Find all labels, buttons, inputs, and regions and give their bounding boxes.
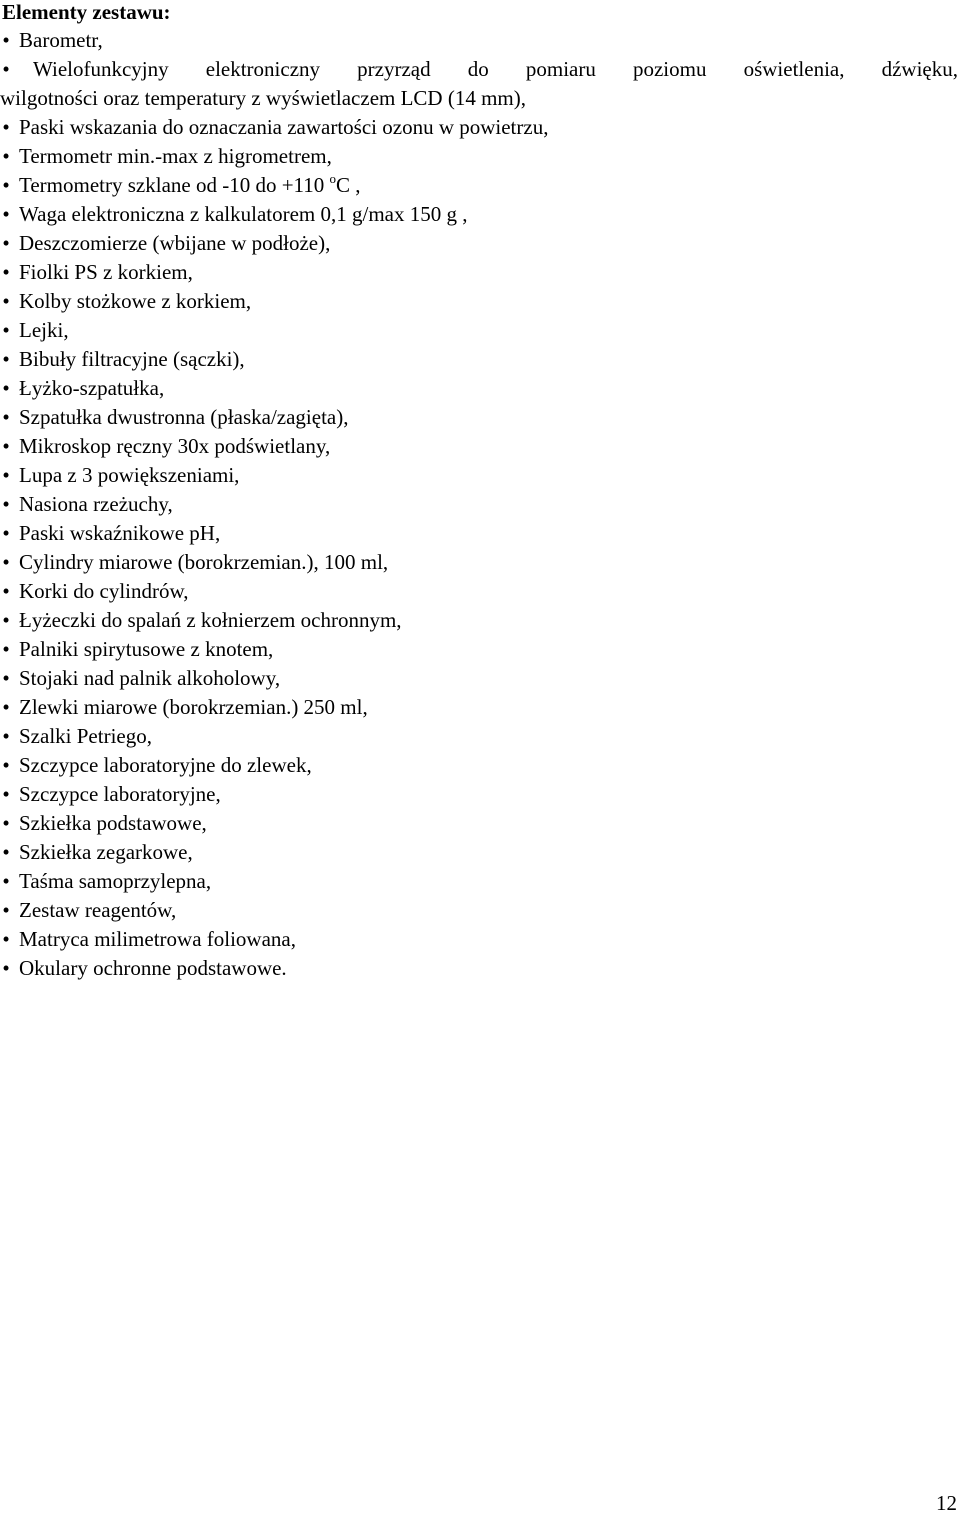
list-item-text: Korki do cylindrów, [19, 579, 189, 603]
list-item-text: Deszczomierze (wbijane w podłoże), [19, 231, 331, 255]
bullet-icon: • [2, 347, 10, 371]
bullet-icon: • [2, 144, 10, 168]
list-item-text: Zlewki miarowe (borokrzemian.) 250 ml, [19, 695, 368, 719]
list-item-text: Paski wskaźnikowe pH, [19, 521, 221, 545]
list-item [0, 490, 958, 519]
list-item [0, 374, 958, 403]
list-item [0, 171, 958, 200]
list-item [0, 577, 958, 606]
list-item-text: Bibuły filtracyjne (sączki), [19, 347, 245, 371]
list-item [0, 432, 958, 461]
list-item [0, 200, 958, 229]
bullet-icon: • [2, 637, 10, 661]
bullet-icon: • [2, 695, 10, 719]
bullet-icon: • [2, 173, 10, 197]
list-item-text: Barometr, [19, 28, 103, 52]
list-item [0, 26, 958, 55]
list-item-text: Termometr min.-max z higrometrem, [19, 144, 332, 168]
section-heading: Elementy zestawu: [2, 0, 171, 24]
list-item [0, 113, 958, 142]
bullet-icon: • [2, 782, 10, 806]
bullet-icon: • [2, 927, 10, 951]
bullet-icon: • [2, 898, 10, 922]
list-item [0, 925, 958, 954]
bullet-icon: • [2, 260, 10, 284]
list-item [0, 809, 958, 838]
bullet-icon: • [2, 28, 10, 52]
list-item-text: Lejki, [19, 318, 69, 342]
list-item-text: Paski wskazania do oznaczania zawartości ozonu w powietrzu, [19, 115, 549, 139]
bullet-icon: • [2, 202, 10, 226]
bullet-icon: • [2, 550, 10, 574]
list-item-text: Waga elektroniczna z kalkulatorem 0,1 g/max 150 g , [19, 202, 468, 226]
list-item [0, 258, 958, 287]
list-item [0, 751, 958, 780]
list-item-text: Fiolki PS z korkiem, [19, 260, 193, 284]
list-item [0, 693, 958, 722]
bullet-icon: • [2, 521, 10, 545]
bullet-icon: • [2, 405, 10, 429]
page-number: 12 [936, 1491, 957, 1515]
bullet-icon: • [2, 840, 10, 864]
list-item-text: Lupa z 3 powiększeniami, [19, 463, 240, 487]
list-item-text: Taśma samoprzylepna, [19, 869, 212, 893]
list-item [0, 345, 958, 374]
bullet-icon: • [2, 811, 10, 835]
list-item-text: Matryca milimetrowa foliowana, [19, 927, 296, 951]
list-item [0, 867, 958, 896]
list-item-text: Wielofunkcyjny elektroniczny przyrząd do pomiaru poziomu oświetlenia, dźwięku, [33, 57, 958, 81]
list-item-text: Szczypce laboratoryjne, [19, 782, 221, 806]
list-item-text: Łyżeczki do spalań z kołnierzem ochronnym, [19, 608, 402, 632]
equipment-list [0, 26, 958, 983]
list-item-text: Okulary ochronne podstawowe. [19, 956, 287, 980]
bullet-icon: • [2, 318, 10, 342]
list-item [0, 722, 958, 751]
list-item-text: Szkiełka podstawowe, [19, 811, 207, 835]
list-item-text: Cylindry miarowe (borokrzemian.), 100 ml, [19, 550, 389, 574]
list-item-text: Stojaki nad palnik alkoholowy, [19, 666, 281, 690]
list-item [0, 461, 958, 490]
list-item-text-unit: C , [336, 173, 361, 197]
list-item [0, 954, 958, 983]
list-item [0, 55, 958, 113]
list-item [0, 635, 958, 664]
list-item [0, 606, 958, 635]
list-item-text: Zestaw reagentów, [19, 898, 177, 922]
list-item [0, 142, 958, 171]
list-item [0, 316, 958, 345]
bullet-icon: • [2, 608, 10, 632]
bullet-icon: • [2, 956, 10, 980]
list-item [0, 287, 958, 316]
bullet-icon: • [2, 753, 10, 777]
list-item-text: Nasiona rzeżuchy, [19, 492, 173, 516]
list-item [0, 838, 958, 867]
list-item-text: Szkiełka zegarkowe, [19, 840, 193, 864]
bullet-icon: • [2, 724, 10, 748]
list-item-text: Palniki spirytusowe z knotem, [19, 637, 274, 661]
list-item-text: Kolby stożkowe z korkiem, [19, 289, 252, 313]
list-item [0, 519, 958, 548]
list-item [0, 548, 958, 577]
list-item [0, 780, 958, 809]
bullet-icon: • [2, 231, 10, 255]
bullet-icon: • [2, 376, 10, 400]
list-item [0, 664, 958, 693]
list-item [0, 403, 958, 432]
degree-superscript: o [329, 171, 337, 186]
list-item-text: Mikroskop ręczny 30x podświetlany, [19, 434, 331, 458]
bullet-icon: • [2, 463, 10, 487]
list-item-text: Szpatułka dwustronna (płaska/zagięta), [19, 405, 349, 429]
list-item-text: Termometry szklane od -10 do +110 [19, 173, 330, 197]
bullet-icon: • [2, 666, 10, 690]
list-item-text: Szalki Petriego, [19, 724, 152, 748]
list-item [0, 229, 958, 258]
bullet-icon: • [2, 57, 10, 81]
bullet-icon: • [2, 492, 10, 516]
list-item-text: Łyżko-szpatułka, [19, 376, 165, 400]
bullet-icon: • [2, 289, 10, 313]
list-item [0, 896, 958, 925]
list-item-text-continued: wilgotności oraz temperatury z wyświetlaczem LCD (14 mm), [0, 86, 527, 110]
bullet-icon: • [2, 115, 10, 139]
list-item-text: Szczypce laboratoryjne do zlewek, [19, 753, 312, 777]
bullet-icon: • [2, 434, 10, 458]
bullet-icon: • [2, 579, 10, 603]
bullet-icon: • [2, 869, 10, 893]
